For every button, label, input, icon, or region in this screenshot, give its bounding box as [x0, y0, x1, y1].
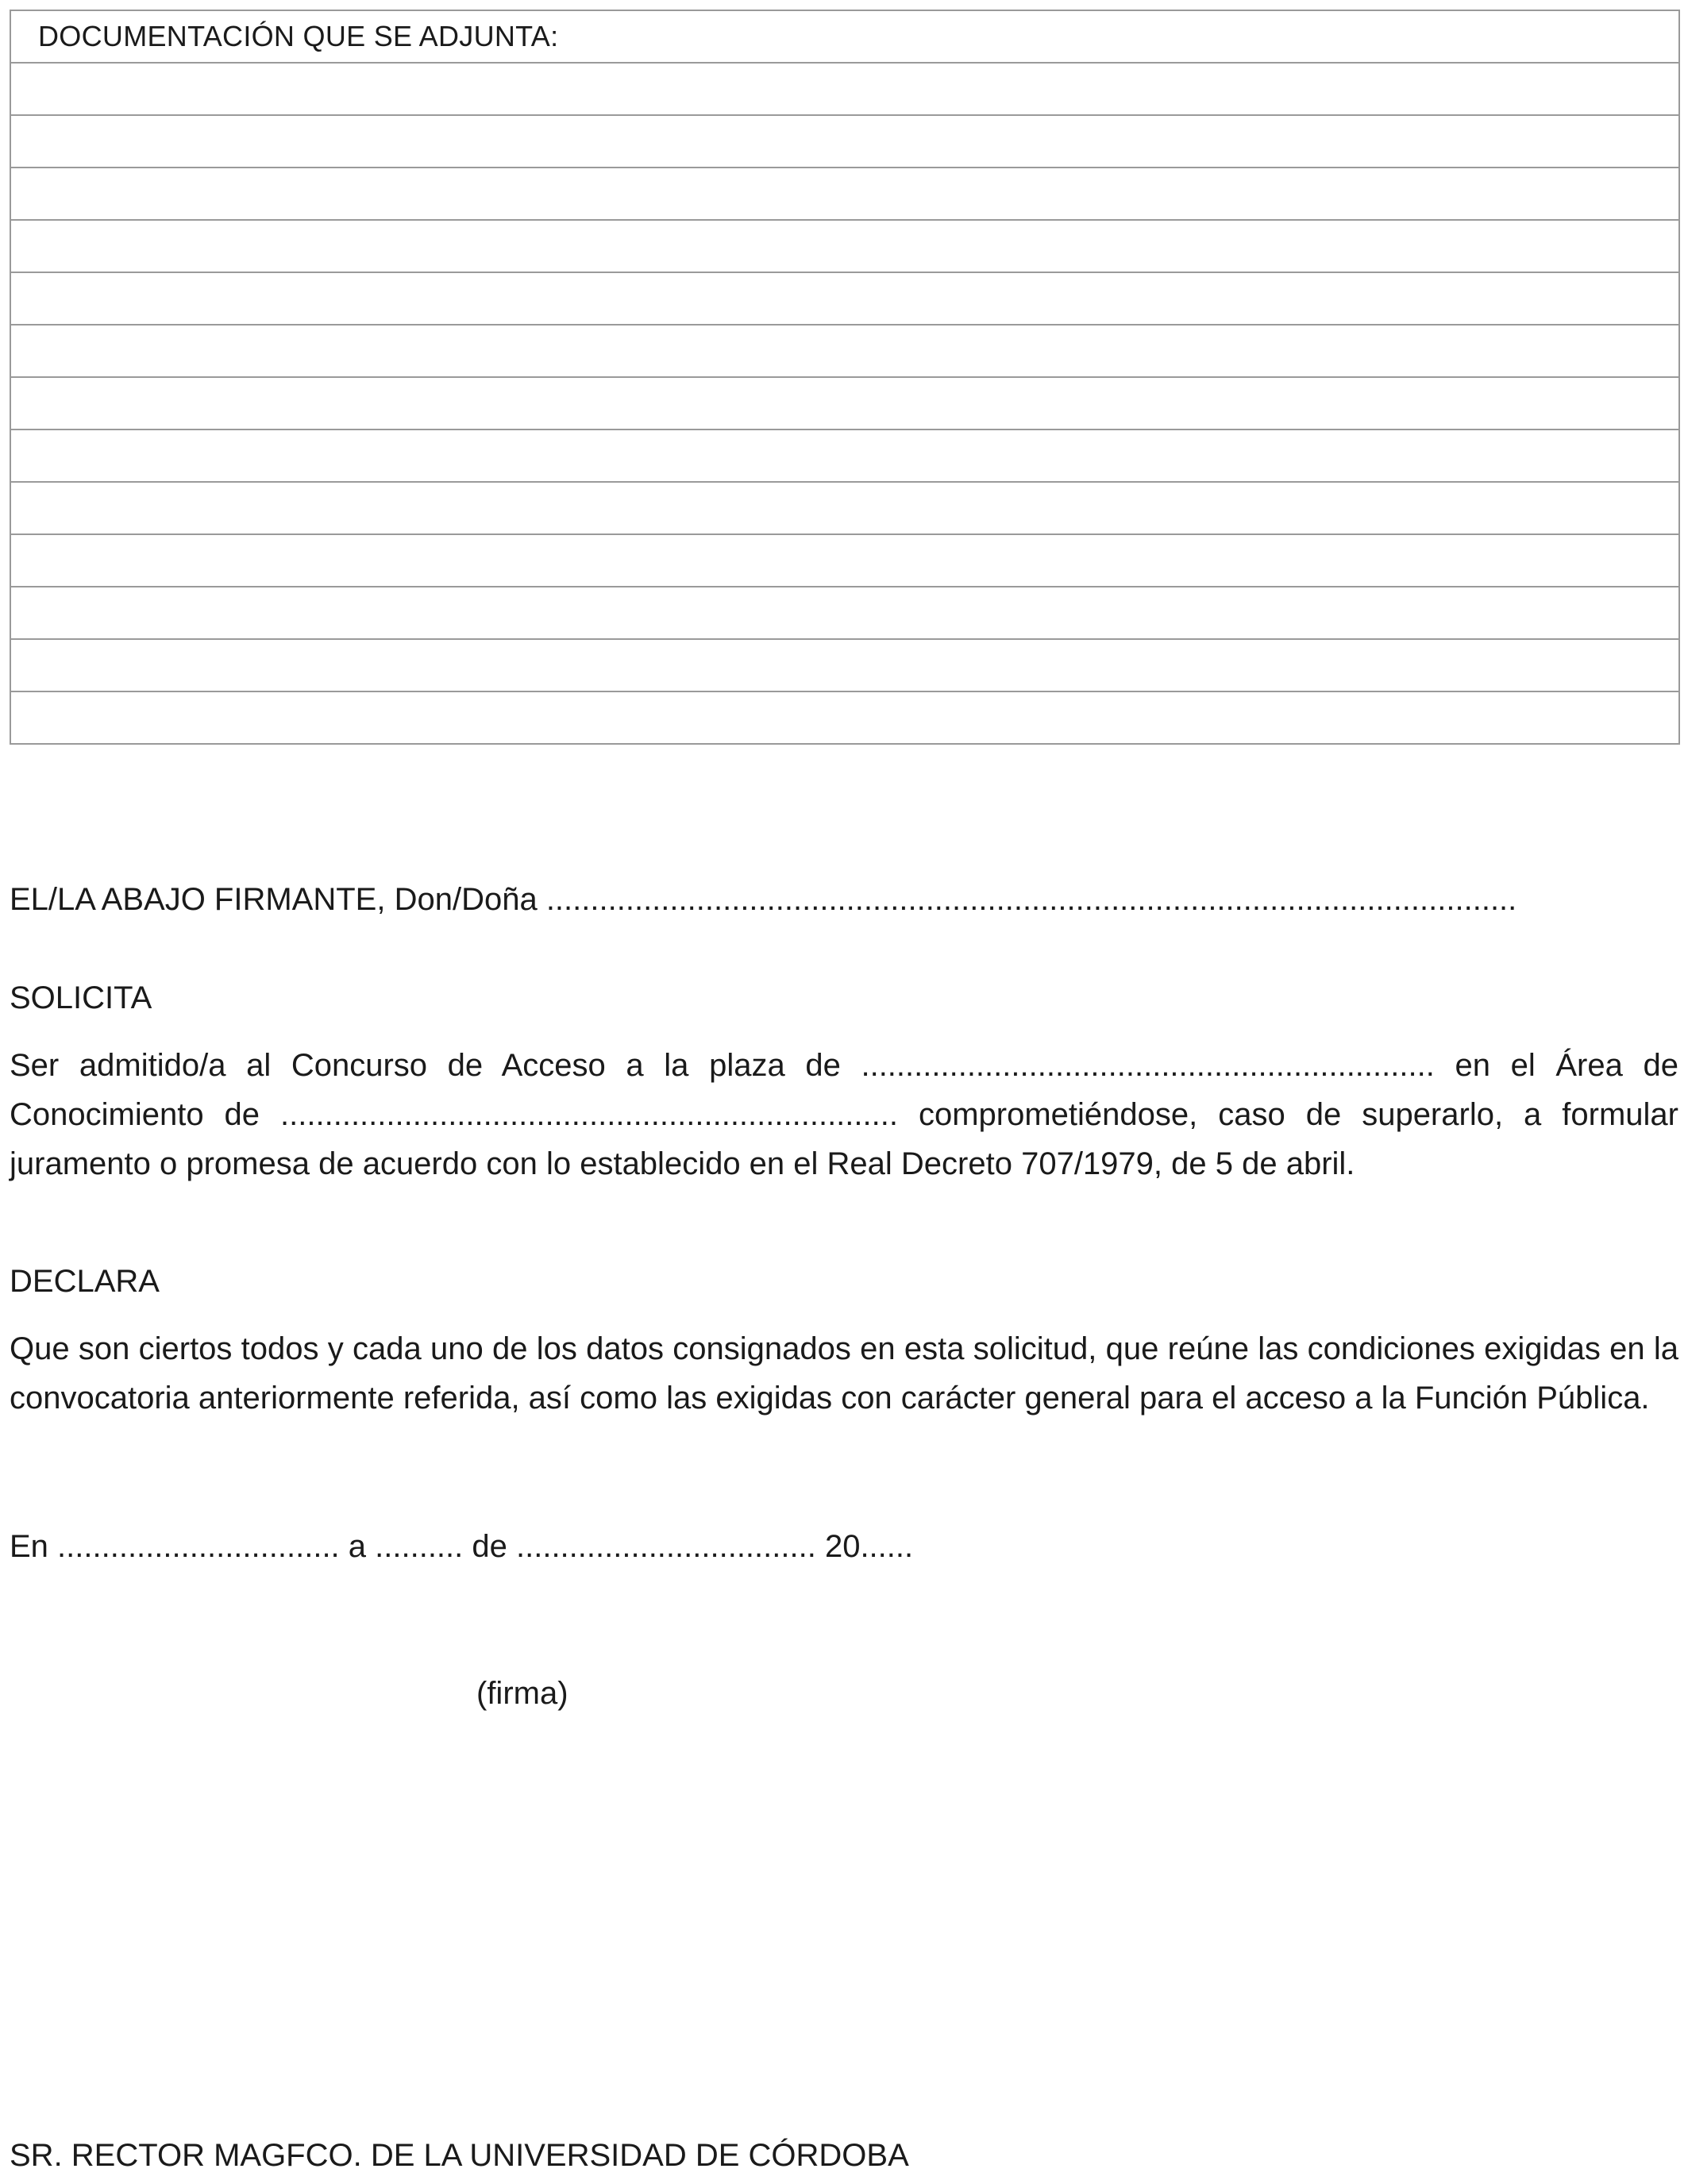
table-row[interactable] [10, 272, 1679, 325]
table-row[interactable] [10, 691, 1679, 744]
place-date-line: En ................................ a .......... de .................................. 20...... [10, 1529, 914, 1564]
addressee: SR. RECTOR MAGFCO. DE LA UNIVERSIDAD DE CÓRDOBA [10, 2138, 909, 2173]
solicita-paragraph: Ser admitido/a al Concurso de Acceso a la plaza de ................................................................. en el Área de Conocimiento de ...................................................................... comprometiéndose, caso de superarlo, a formular juramento o promesa de acuerdo con lo establecido en el Real Decreto 707/1979, de 5 de abril. [10, 1048, 1678, 1181]
table-row[interactable] [10, 429, 1679, 482]
attachment-line[interactable] [10, 325, 1679, 377]
signature-label: (firma) [476, 1676, 568, 1711]
attachment-line[interactable] [10, 534, 1679, 587]
attachment-line[interactable] [10, 115, 1679, 168]
attachment-line[interactable] [10, 587, 1679, 639]
attachment-line[interactable] [10, 377, 1679, 429]
table-row[interactable] [10, 115, 1679, 168]
table-row[interactable] [10, 168, 1679, 220]
table-row[interactable] [10, 534, 1679, 587]
table-row[interactable] [10, 220, 1679, 272]
table-row[interactable] [10, 63, 1679, 115]
attachment-line[interactable] [10, 429, 1679, 482]
attachment-line[interactable] [10, 482, 1679, 534]
table-row[interactable] [10, 587, 1679, 639]
table-row[interactable] [10, 639, 1679, 691]
table-row[interactable] [10, 377, 1679, 429]
attachment-line[interactable] [10, 168, 1679, 220]
attachment-line[interactable] [10, 639, 1679, 691]
attachment-line[interactable] [10, 272, 1679, 325]
documentation-table [10, 10, 1680, 745]
table-row[interactable] [10, 482, 1679, 534]
declara-heading: DECLARA [10, 1264, 160, 1299]
solicita-heading: SOLICITA [10, 980, 152, 1015]
attachment-line[interactable] [10, 691, 1679, 744]
attachment-line[interactable] [10, 63, 1679, 115]
declara-paragraph: Que son ciertos todos y cada uno de los datos consignados en esta solicitud, que reúne las condiciones exigidas en la convocatoria anteriormente referida, así como las exigidas con carácter general para el acceso a la Función Pública. [10, 1331, 1678, 1416]
attachment-line[interactable] [10, 220, 1679, 272]
table-header-row [10, 10, 1679, 63]
table-row[interactable] [10, 325, 1679, 377]
documentation-header: DOCUMENTACIÓN QUE SE ADJUNTA: [10, 10, 1679, 63]
signer-name-line: EL/LA ABAJO FIRMANTE, Don/Doña .............................................................................................................. [10, 882, 1517, 917]
